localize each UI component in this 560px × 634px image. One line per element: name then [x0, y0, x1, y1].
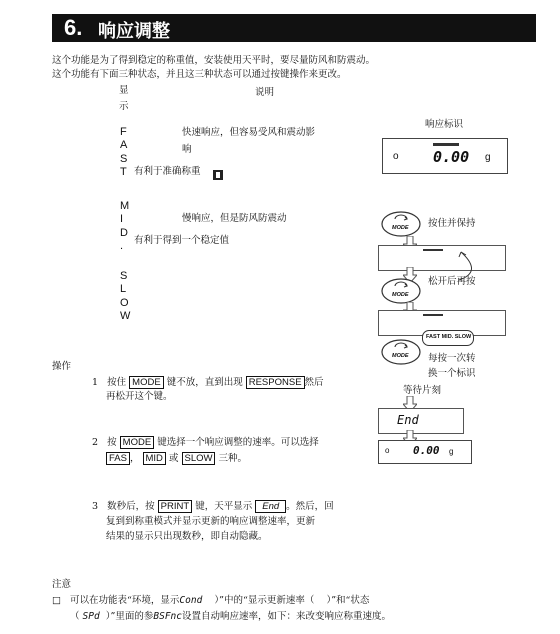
slow-desc-2: 有利于得到一个稳定值 — [134, 235, 230, 246]
mid-letters — [120, 200, 129, 253]
step-3-line-3: 结果的显示只出现数秒，即自动隐藏。 — [106, 531, 268, 542]
step-3-line-2: 复到到称重模式并显示更新的响应调整速率，更新 — [106, 516, 316, 527]
fast-key: FAS — [106, 452, 130, 465]
slow-key: SLOW — [182, 452, 216, 465]
intro-line-1: 这个功能是为了得到稳定的称重值，安装使用天平时，要尽量防风和防震动。 — [52, 55, 376, 66]
display-value: 0.00 — [413, 444, 440, 457]
letter: O — [120, 296, 129, 309]
indicator-label: 响应标识 — [425, 119, 464, 130]
section-title: 响应调整 — [98, 21, 170, 42]
cursor-mark-icon — [212, 166, 224, 178]
mode-label: MODE — [392, 292, 409, 298]
end-display-box: End — [255, 500, 286, 513]
speed-tag-oval — [422, 330, 474, 346]
step-text: 然后 — [304, 377, 324, 388]
mid-bar — [423, 314, 443, 316]
display-unit: g — [449, 447, 454, 456]
step-text: 。然后，回 — [286, 501, 334, 512]
note-text: ）”里面的参 — [105, 611, 154, 622]
step-text: 或 — [168, 453, 179, 464]
response-bar — [423, 249, 443, 251]
letter: S — [120, 152, 128, 165]
release-press-text: 松开后再按 — [428, 276, 476, 287]
letter: M — [120, 200, 130, 212]
letter: L — [120, 283, 127, 296]
fast-desc-1: 快速响应，但容易受风和震动影 — [182, 127, 316, 138]
step-1-line-2: 再松开这个键。 — [106, 391, 173, 402]
mode-button-3[interactable] — [380, 338, 422, 366]
cond-code: Cond — [179, 595, 203, 606]
note-text: ）”和“状态 — [326, 595, 370, 606]
mode-key: MODE — [120, 436, 155, 449]
fast-desc-2: 响 — [182, 144, 192, 155]
section-number: 6. — [64, 15, 83, 40]
response-key: RESPONSE — [246, 376, 305, 389]
each-press-1: 每按一次转 — [428, 353, 476, 364]
letter: T — [120, 165, 127, 178]
step-text: 三种。 — [218, 453, 248, 464]
display-value: 0.00 — [433, 148, 470, 166]
note-heading: 注意 — [52, 579, 72, 590]
note-text: 设置自动响应速率，如下：来改变响应称重速度。 — [181, 611, 391, 622]
section-header — [52, 14, 536, 42]
print-key: PRINT — [158, 500, 193, 513]
step-1 — [92, 376, 324, 389]
speed-indicator-bar — [433, 143, 459, 146]
each-press-2: 换一个标识 — [428, 368, 476, 379]
mode-label: MODE — [392, 225, 409, 231]
operation-heading: 操作 — [52, 361, 72, 372]
step-text: ， — [129, 453, 140, 464]
bsfnc-code: BSFnc — [153, 611, 182, 622]
display-panel-response — [378, 245, 506, 271]
intro-line-2: 这个功能有下面三种状态，并且这三种状态可以通过按键操作来更改。 — [52, 69, 347, 80]
step-2 — [92, 436, 319, 449]
mid-key: MID — [143, 452, 166, 465]
step-text: 键选择一个响应调整的速率。可以选择 — [157, 437, 319, 448]
slow-desc-1: 慢响应，但是防风防震动 — [182, 213, 287, 224]
speed-tags: FAST MID. SLOW — [426, 334, 472, 340]
letter: I — [120, 213, 124, 226]
mode-key: MODE — [129, 376, 164, 389]
step-3 — [92, 500, 334, 513]
step-2-line-2 — [106, 452, 247, 465]
mode-label: MODE — [392, 353, 409, 359]
display-zero: o — [393, 151, 399, 162]
step-text: 键不放，直到出现 — [166, 377, 243, 388]
table-col1-head-a: 显 — [119, 85, 129, 96]
note-text: （ — [70, 611, 80, 622]
wait-moment: 等待片刻 — [403, 385, 442, 396]
spd-code: SPd — [82, 611, 100, 622]
note-line-1 — [52, 594, 369, 607]
step-text: 数秒后，按 — [107, 501, 155, 512]
press-hold-text: 按住并保持 — [428, 218, 476, 229]
note-text: ）”中的“显示更新速率（ — [214, 595, 315, 606]
mode-button-1[interactable] — [380, 210, 422, 238]
display-unit: g — [485, 152, 491, 163]
step-text: 按住 — [107, 377, 127, 388]
note-text: 可以在功能表“环境，显示 — [70, 595, 180, 606]
letter: A — [120, 139, 128, 152]
curved-arrow-icon — [455, 250, 485, 286]
step-number: 1 — [92, 377, 99, 388]
display-panel-end — [378, 408, 464, 434]
letter: W — [120, 309, 131, 322]
letter: D — [120, 226, 128, 239]
mode-button-2[interactable] — [380, 277, 422, 305]
step-number: 2 — [92, 437, 99, 448]
fast-letters — [120, 126, 127, 179]
end-text: End — [397, 413, 419, 427]
note-line-2 — [70, 610, 391, 623]
step-text: 键，天平显示 — [195, 501, 253, 512]
display-zero: o — [385, 446, 390, 455]
top-display — [382, 138, 508, 174]
final-display — [378, 440, 472, 464]
fast-desc-3: 有利于准确称重 — [134, 166, 201, 177]
note-bullet: □ — [52, 595, 61, 606]
table-col2-head: 说明 — [255, 87, 275, 98]
letter: S — [120, 270, 128, 282]
slow-letters — [120, 270, 130, 323]
letter: F — [120, 126, 127, 138]
table-col1-head-b: 示 — [119, 101, 129, 112]
step-text: 按 — [107, 437, 117, 448]
step-number: 3 — [92, 501, 99, 512]
letter: . — [120, 239, 124, 252]
